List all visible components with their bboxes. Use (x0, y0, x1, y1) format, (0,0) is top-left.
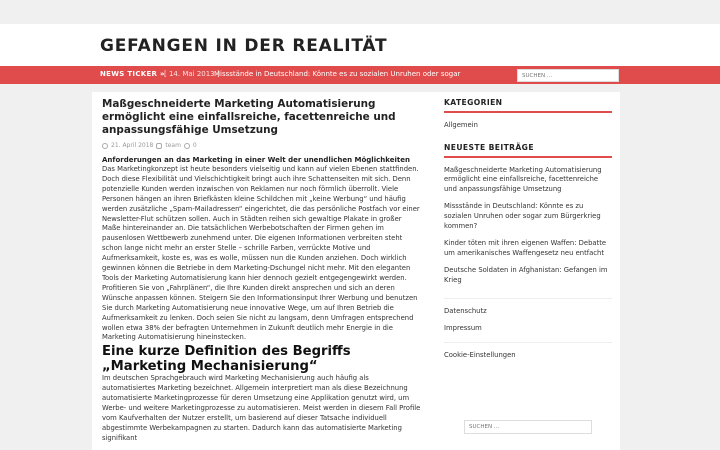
clock-icon (102, 143, 108, 149)
sidebar (444, 98, 612, 368)
header-search-input[interactable] (517, 69, 619, 82)
ticker-chevron-icon: » (160, 70, 165, 78)
divider (444, 298, 612, 299)
article-paragraph-2: Im deutschen Sprachgebrauch wird Marketing Mechanisierung auch häufig als automatisiertes Marketing bezeichnet. Allgemein interpretiert man als diese Bezeichnung automatisierte Marketingprozesse für deren Umsetzung eine Applikation genutzt wird, um Werbe- und weitere Marketingprozesse zu automatisieren. Meist werden in diesem Fall Profile vom Kaufverhalten der Nutzer erstellt, um basierend auf dieser Tatsache individuell abgestimmte Werbekampagnen zu starten. Dadurch kann das automatisierte Marketing signifikant (102, 374, 421, 442)
article-author[interactable]: team (165, 142, 181, 149)
category-link[interactable]: Allgemein (444, 121, 478, 129)
recent-post-link[interactable]: Kinder töten mit ihren eigenen Waffen: Debatte um amerikanisches Waffengesetz neu entfacht (444, 239, 607, 257)
main-container (92, 92, 620, 450)
categories-widget (444, 98, 612, 131)
recent-post-link[interactable]: Missstände in Deutschland: Könnte es zu sozialen Unruhen oder sogar zum Bürgerkrieg kommen? (444, 202, 601, 230)
article-meta (102, 141, 422, 150)
article-comments-count[interactable]: 0 (192, 142, 197, 149)
ticker-label: NEWS TICKER » (100, 70, 165, 78)
article (102, 98, 422, 444)
article-date[interactable]: 21. April 2018 (111, 142, 154, 149)
recent-posts-title: NEUESTE BEITRÄGE (444, 143, 612, 158)
imprint-link[interactable]: Impressum (444, 324, 482, 333)
ticker-date: [ 14. Mai 2013 ] (164, 70, 220, 78)
site-header (0, 24, 720, 66)
privacy-link[interactable]: Datenschutz (444, 306, 487, 315)
top-bar (0, 0, 720, 24)
recent-post-link[interactable]: Deutsche Soldaten in Afghanistan: Gefangen im Krieg (444, 266, 608, 284)
comment-icon (184, 143, 190, 149)
user-icon (156, 143, 162, 149)
recent-post-link[interactable]: Maßgeschneiderte Marketing Automatisierung ermöglicht eine einfallsreiche, facettenreiche und anpassungsfähige Umsetzung (444, 165, 602, 193)
article-heading-2: Eine kurze Definition des Begriffs „Marketing Mechanisierung“ (102, 344, 351, 375)
cookie-settings-link[interactable]: Cookie-Einstellungen (444, 350, 516, 359)
sidebar-search-input[interactable] (464, 420, 592, 434)
article-subheading: Anforderungen an das Marketing in einer Welt der unendlichen Möglichkeiten (102, 156, 410, 164)
article-paragraph-1: Das Marketingkonzept ist heute besonders vielseitig und kann auf vielen Ebenen stattfinden. Doch diese Flexibilität und Vielschichtigkeit bringt auch ihre Schattenseiten mit sich. Denn potenzielle Kunden werden inzwischen von Reklamen nur noch förmlich überrollt. Viele Personen hängen an ihren Briefkästen kleine Schildchen mit „keine Werbung“ und häufig werden zusätzliche „Spam-Mailadressen“ eingerichtet, die das persönliche Postfach vor einer Newsletter-Flut schützen sollen. Auch in Städten reihen sich gewaltige Plakate in großer Maße hintereinander an. Die tatsächlichen Werbebotschaften der Firmen gehen im pausenlosen Wettbewerb zunehmend unter. Die eigenen Informationen verbreiten steht schon lange nicht mehr an erster Stelle – schrille Farben, verrückte Motive und Aufmerksamkeit, koste es, was es wolle, müssen nun die Kunden anziehen. Doch wirklich gewinnen können die Betriebe in dem Marketing-Dschungel nicht mehr. Mit den eleganten Tools der Marketing Automatisierung kann hier dennoch gezielt entgegengewirkt werden. Profitieren Sie von „Fahrplänen“, die Ihre Kunden direkt ansprechen und sich an deren Wünsche anpassen können. Steigern Sie den Informationsinput Ihrer Werbung und benutzen Sie durch Marketing Automatisierung neue innovative Wege, um auf Ihren Betrieb die Aufmerksamkeit zu lenken. Doch seien Sie nicht zu langsam, denn Umfragen entsprechend wollen etwa 38% der befragten Unternehmen in Zukunft deutlich mehr Energie in die Marketing Automatisierung hineinstecken. (102, 165, 420, 342)
categories-title: KATEGORIEN (444, 98, 612, 113)
article-title[interactable]: Maßgeschneiderte Marketing Automatisierung ermöglicht eine einfallsreiche, facettenreiche und anpassungsfähige Umsetzung (102, 98, 396, 136)
recent-posts-widget (444, 143, 612, 286)
site-title[interactable]: GEFANGEN IN DER REALITÄT (100, 36, 388, 56)
divider (444, 342, 612, 343)
news-ticker (0, 66, 720, 84)
ticker-headline-link[interactable]: Missstände in Deutschland: Könnte es zu sozialen Unruhen oder sogar (214, 70, 461, 78)
